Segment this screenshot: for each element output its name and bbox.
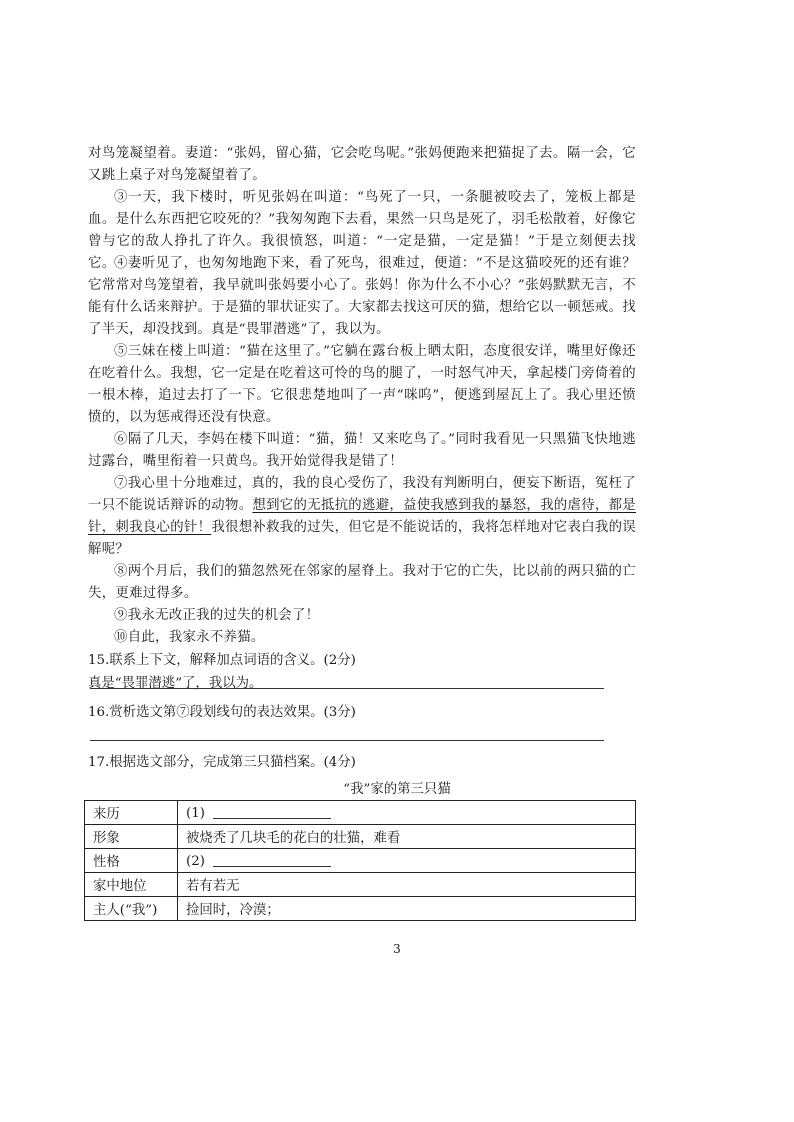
question-15-answer-line[interactable]	[90, 688, 604, 689]
question-15: 15.联系上下文，解释加点词语的含义。(2分)	[88, 653, 356, 668]
passage-paragraph-3: ③一天，我下楼时，听见张妈在叫道：“鸟死了一只，一条腿被咬去了，笼板上都是血。是什么东西把它咬死的？”我匆匆跑下去看，果然一只鸟是死了，羽毛松散着，好像它曾与它的敌人挣扎了许久。我很愤怒，叫道：“一定是猫，一定是猫！”于是立刻便去找它。	[88, 190, 636, 271]
passage-paragraph-continued: 对鸟笼凝望着。妻道：“张妈，留心猫，它会吃鸟呢。”张妈便跑来把猫捉了去。隔一会，它又跳上桌子对鸟笼凝望着了。	[88, 146, 636, 183]
question-17: 17.根据选文部分，完成第三只猫档案。(4分)	[88, 755, 356, 770]
question-16-answer-line[interactable]	[90, 740, 604, 741]
table-row	[85, 849, 636, 873]
table-row	[85, 825, 636, 849]
question-15-quote: 真是“畏罪潜逃”了，我以为。	[88, 676, 263, 691]
row-label: 形象	[85, 825, 178, 849]
blank-marker-2: (2)	[186, 853, 205, 869]
row-label: 性格	[85, 849, 178, 873]
question-16: 16.赏析选文第⑦段划线句的表达效果。(3分)	[88, 705, 356, 720]
table-row	[85, 801, 636, 825]
passage-paragraph-7	[88, 473, 636, 561]
row-value[interactable]	[178, 801, 636, 825]
row-label: 家中地位	[85, 873, 178, 897]
passage-paragraph-5: ⑤三妹在楼上叫道：“猫在这里了。”它躺在露台板上晒太阳，态度很安详，嘴里好像还在吃着什么。我想，它一定是在吃着这可怜的鸟的腿了，一时怒气冲天，拿起楼门旁倚着的一根木棒，追过去打了一下。它很悲楚地叫了一声“咪呜”，便逃到屋瓦上了。我心里还愤愤的，以为惩戒得还没有快意。	[88, 344, 636, 425]
passage-paragraph-8: ⑧两个月后，我们的猫忽然死在邻家的屋脊上。我对于它的亡失，比以前的两只猫的亡失，更难过得多。	[88, 564, 636, 601]
fill-blank-2[interactable]	[213, 853, 331, 867]
passage-paragraph-10: ⑩自此，我家永不养猫。	[114, 630, 265, 645]
passage-paragraph-9: ⑨我永无改正我的过失的机会了！	[114, 608, 320, 623]
paragraph-7-text-c: 我很想补救我的过失，但它是不能说话的，我将怎样地对它表白我的误解呢？	[88, 520, 636, 557]
row-value[interactable]	[178, 849, 636, 873]
row-value: 被烧秃了几块毛的花白的壮猫，难看	[178, 825, 636, 849]
page-number: 3	[393, 942, 401, 956]
passage-paragraph-4: ④妻听见了，也匆匆地跑下来，看了死鸟，很难过，便道：“不是这猫咬死的还有谁？它常常对鸟笼望着，我早就叫张妈要小心了。张妈！你为什么不小心？”张妈默默无言，不能有什么话来辩护。于是猫的罪状证实了。大家都去找这可厌的猫，想给它以一顿惩戒。找了半天，却没找到。真是“畏罪潜逃”了，我以为。	[88, 256, 636, 337]
row-value: 若有若无	[178, 873, 636, 897]
fill-blank-1[interactable]	[213, 805, 331, 819]
blank-marker-1: (1)	[186, 805, 205, 821]
table-row	[85, 897, 636, 921]
paragraph-7-underlined-sentence: 想到它的无抵抗的逃避，益使我感到我的暴怒，我的虐待，都是针，刺我良心的针！	[88, 498, 636, 535]
paragraph-7-text-a: ⑦我心里十分地难过，真的，我的良心受伤了，我没有判断明白，便妄下断语，冤枉了一只不能说话辩诉的动物。	[88, 476, 636, 513]
row-label: 主人(“我”)	[85, 897, 178, 921]
cat-archive-table	[84, 800, 636, 921]
row-value: 捡回时，冷漠；	[178, 897, 636, 921]
passage-paragraph-6: ⑥隔了几天，李妈在楼下叫道：“猫，猫！又来吃鸟了。”同时我看见一只黑猫飞快地逃过露台，嘴里衔着一只黄鸟。我开始觉得我是错了！	[88, 432, 636, 469]
archive-table-title: “我”家的第三只猫	[343, 782, 451, 797]
row-label: 来历	[85, 801, 178, 825]
table-row	[85, 873, 636, 897]
